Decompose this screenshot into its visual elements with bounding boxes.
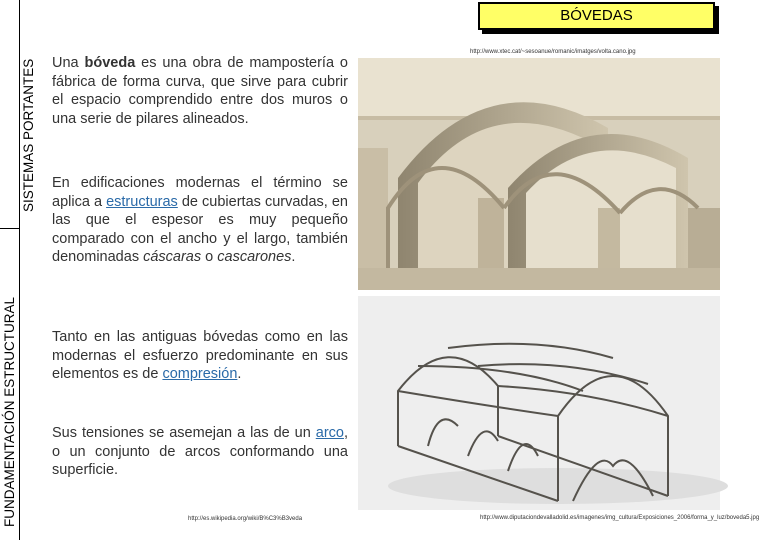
sidebar bbox=[0, 0, 46, 540]
paragraph-compression: Tanto en las antiguas bóvedas como en las modernas el esfuerzo predominante en sus elementos es de compresión. bbox=[52, 329, 348, 382]
page-title: BÓVEDAS bbox=[478, 2, 715, 30]
image-caption-bottom: http://www.diputaciondevalladolid.es/imagenes/img_cultura/Exposiciones_2006/forma_y_luz/boveda5.jpg bbox=[480, 515, 759, 521]
vault-model-photo bbox=[358, 296, 720, 510]
sidebar-label-bottom: FUNDAMENTACIÓN ESTRUCTURAL bbox=[2, 296, 17, 527]
source-caption-wiki: http://es.wikipedia.org/wiki/B%C3%B3veda bbox=[188, 516, 303, 522]
paragraph-arch: Sus tensiones se asemejan a las de un arco, o un conjunto de arcos conformando una superficie. bbox=[52, 425, 348, 478]
image-caption-top: http://www.xtec.cat/~sesoanue/romanic/imatges/volta.cano.jpg bbox=[470, 49, 636, 55]
link-estructuras[interactable]: estructuras bbox=[106, 193, 178, 210]
paragraph-definition: Una bóveda es una obra de mampostería o fábrica de forma curva, que sirve para cubrir el espacio comprendido entre dos muros o una serie de pilares alineados. bbox=[52, 55, 348, 127]
link-arco[interactable]: arco bbox=[315, 425, 344, 441]
paragraph-modern: En edificaciones modernas el término se aplica a estructuras de cubiertas curvadas, en las que el espesor es muy pequeño comparado con el ancho y el largo, también denominadas cáscaras o cascarones. bbox=[52, 175, 348, 265]
sidebar-divider bbox=[19, 0, 20, 540]
link-compresion[interactable]: compresión bbox=[162, 366, 238, 382]
vault-arcade-photo bbox=[358, 58, 720, 290]
sidebar-separator bbox=[0, 228, 20, 229]
sidebar-label-top: SISTEMAS PORTANTES bbox=[21, 58, 36, 212]
